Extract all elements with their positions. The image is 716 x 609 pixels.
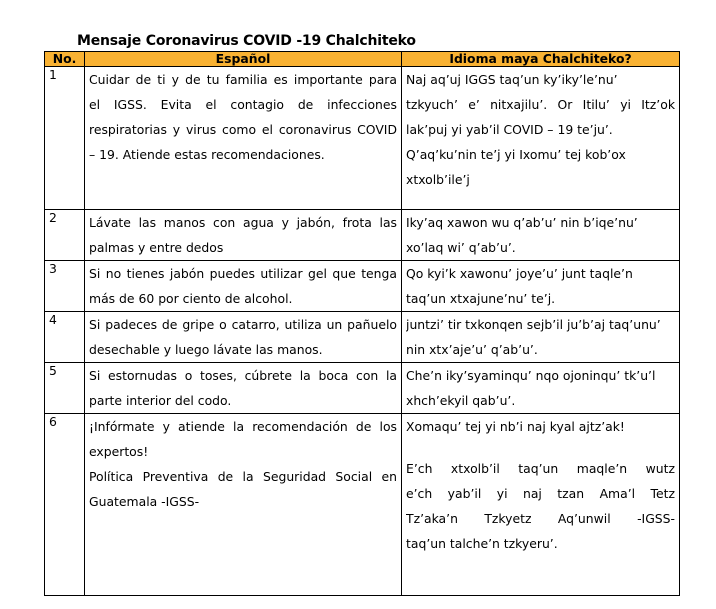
- text-line: Si estornudas o toses, cúbrete la boca con la: [89, 368, 397, 383]
- text-line: E’ch xtxolb’il taq’un maqle’n wutz: [406, 461, 675, 476]
- maya-cell: [402, 414, 680, 596]
- text-line: lak’puj yi yab’il COVID – 19 te’ju’.: [406, 122, 613, 137]
- row-number: 4: [45, 312, 85, 363]
- text-line: juntzi’ tir txkonqen sejb’il ju’b’aj taq’unu’: [406, 317, 661, 332]
- header-spanish: Español: [85, 52, 402, 67]
- table-row: [45, 210, 680, 261]
- text-line: xhch’ekyil qab’u’.: [406, 393, 516, 408]
- text-line: tzkyuch’ e’ nitxajilu’. Or Itilu’ yi Itz’ok: [406, 97, 675, 112]
- maya-cell: [402, 312, 680, 363]
- text-line: palmas y entre dedos: [89, 240, 224, 255]
- text-line: Xomaqu’ tej yi nb’i naj kyal ajtz’ak!: [406, 419, 625, 434]
- text-line: Si padeces de gripe o catarro, utiliza un pañuelo: [89, 317, 397, 332]
- text-line: ¡Infórmate y atiende la recomendación de los: [89, 419, 397, 434]
- table-row: [45, 67, 680, 210]
- table-header-row: [45, 52, 680, 67]
- text-line: respiratorias y virus como el coronavirus COVID: [89, 122, 397, 137]
- text-line: xo’laq wi’ q’ab’u’.: [406, 240, 516, 255]
- text-line: taq’un xtxajune’nu’ te’j.: [406, 291, 556, 306]
- maya-cell: [402, 261, 680, 312]
- table-row: [45, 261, 680, 312]
- text-line: Q’aq’ku’nin te’j yi Ixomu’ tej kob’ox: [406, 147, 626, 162]
- table-row: [45, 414, 680, 596]
- table-row: [45, 312, 680, 363]
- row-number: 5: [45, 363, 85, 414]
- table-row: [45, 363, 680, 414]
- text-line: xtxolb’ile’j: [406, 172, 470, 187]
- text-line: – 19. Atiende estas recomendaciones.: [89, 147, 325, 162]
- document-title: Mensaje Coronavirus COVID -19 Chalchiteko: [77, 33, 416, 49]
- maya-cell: [402, 363, 680, 414]
- text-line: e’ch yab’il yi naj tzan Ama’l Tetz: [406, 486, 675, 501]
- text-line: desechable y luego lávate las manos.: [89, 342, 323, 357]
- text-line: Política Preventiva de la Seguridad Social en: [89, 469, 397, 484]
- row-number: 3: [45, 261, 85, 312]
- spanish-cell: [85, 67, 402, 210]
- header-no: No.: [45, 52, 85, 67]
- header-maya: Idioma maya Chalchiteko?: [402, 52, 680, 67]
- text-line: Lávate las manos con agua y jabón, frota las: [89, 215, 397, 230]
- spanish-cell: [85, 210, 402, 261]
- text-line: Si no tienes jabón puedes utilizar gel que tenga: [89, 266, 397, 281]
- row-number: 1: [45, 67, 85, 210]
- message-table: [44, 51, 680, 596]
- text-line: nin xtx’aje’u’ q’ab’u’.: [406, 342, 538, 357]
- spanish-cell: [85, 312, 402, 363]
- maya-cell: [402, 210, 680, 261]
- text-line: Naj aq’uj IGGS taq’un ky’iky’le’nu’: [406, 72, 618, 87]
- text-line: Cuidar de ti y de tu familia es importante para: [89, 72, 397, 87]
- text-line: Che’n iky’syaminqu’ nqo ojoninqu’ tk’u’l: [406, 368, 656, 383]
- paragraph-gap: [406, 439, 675, 456]
- text-line: Qo kyi’k xawonu’ joye’u’ junt taqle’n: [406, 266, 633, 281]
- text-line: parte interior del codo.: [89, 393, 232, 408]
- maya-cell: [402, 67, 680, 210]
- text-line: Tz’aka’n Tzkyetz Aq’unwil -IGSS-: [406, 511, 675, 526]
- spanish-cell: [85, 363, 402, 414]
- text-line: expertos!: [89, 444, 149, 459]
- text-line: taq’un talche’n tzkyeru’.: [406, 536, 558, 551]
- text-line: Guatemala -IGSS-: [89, 494, 200, 509]
- text-line: Iky’aq xawon wu q’ab’u’ nin b’iqe’nu’: [406, 215, 638, 230]
- row-number: 6: [45, 414, 85, 596]
- row-number: 2: [45, 210, 85, 261]
- spanish-cell: [85, 414, 402, 596]
- text-line: más de 60 por ciento de alcohol.: [89, 291, 293, 306]
- text-line: el IGSS. Evita el contagio de infecciones: [89, 97, 397, 112]
- spanish-cell: [85, 261, 402, 312]
